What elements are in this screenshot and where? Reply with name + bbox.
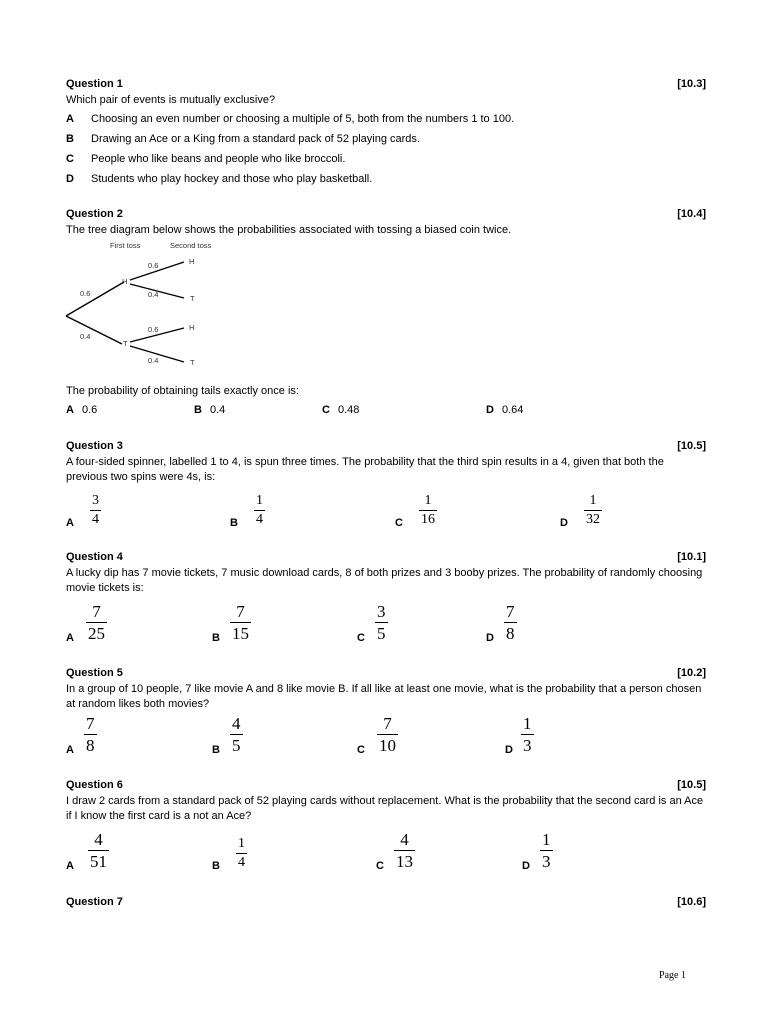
option-letter: C <box>357 744 365 756</box>
numerator: 1 <box>542 830 551 849</box>
fraction <box>504 603 517 642</box>
option-b <box>230 483 290 529</box>
prob-hh: 0.6 <box>148 261 159 270</box>
denominator: 16 <box>421 512 435 527</box>
option-letter: B <box>66 133 74 145</box>
denominator: 25 <box>88 624 105 643</box>
question-3-heading <box>66 440 706 454</box>
prob-ht: 0.4 <box>148 290 159 299</box>
numerator: 1 <box>256 493 263 508</box>
option-letter: B <box>212 744 220 756</box>
option-a <box>66 113 706 129</box>
question-reference: [10.5] <box>677 440 706 452</box>
first-toss-label: First toss <box>110 241 141 250</box>
numerator: 7 <box>92 602 101 621</box>
option-text: Drawing an Ace or a King from a standard pack of 52 playing cards. <box>91 133 420 145</box>
question-reference: [10.1] <box>677 551 706 563</box>
denominator: 3 <box>542 852 551 871</box>
question-1-heading <box>66 78 706 92</box>
node-h1: H <box>122 277 128 286</box>
question-3-text: A four-sided spinner, labelled 1 to 4, is spun three times. The probability that the third spin results in a 4, given that both the previous two spins were 4s, is: <box>66 456 664 483</box>
option-a <box>66 710 126 756</box>
option-d <box>486 404 523 416</box>
option-d <box>560 483 620 529</box>
numerator: 4 <box>94 830 103 849</box>
option-letter: A <box>66 517 74 529</box>
option-letter: C <box>376 860 384 872</box>
option-b <box>212 826 272 872</box>
fraction <box>521 715 534 754</box>
question-4-text: A lucky dip has 7 movie tickets, 7 music download cards, 8 of both prizes and 3 booby prizes. The probability of randomly choosing movie tickets is: <box>66 567 703 594</box>
option-d <box>505 710 565 756</box>
question-title: Question 3 <box>66 440 123 452</box>
node-tt: T <box>190 358 195 367</box>
question-1-text: Which pair of events is mutually exclusive? <box>66 94 276 106</box>
denominator: 3 <box>523 736 532 755</box>
question-5-text: In a group of 10 people, 7 like movie A and 8 like movie B. If all like at least one movie, what is the probability that a person chosen at random likes both movies? <box>66 683 702 710</box>
denominator: 4 <box>92 512 99 527</box>
option-c <box>357 598 417 644</box>
option-letter: D <box>505 744 513 756</box>
option-d <box>522 826 582 872</box>
question-title: Question 5 <box>66 667 123 679</box>
option-letter: A <box>66 404 74 416</box>
fraction <box>90 494 101 527</box>
node-t1: T <box>123 339 128 348</box>
option-b <box>194 404 225 416</box>
option-c <box>395 483 455 529</box>
question-4-heading <box>66 551 706 565</box>
fraction <box>84 715 97 754</box>
fraction <box>230 715 243 754</box>
question-title: Question 7 <box>66 896 123 908</box>
fraction <box>254 494 265 527</box>
branch-t1 <box>66 316 122 344</box>
question-6-heading <box>66 779 706 793</box>
question-reference: [10.4] <box>677 208 706 220</box>
fraction <box>419 494 437 527</box>
question-title: Question 2 <box>66 208 123 220</box>
option-a <box>66 483 126 529</box>
option-d <box>486 598 546 644</box>
page-number: Page 1 <box>659 970 686 981</box>
option-a <box>66 404 97 416</box>
option-text: Students who play hockey and those who play basketball. <box>91 173 373 185</box>
node-ht: T <box>190 294 195 303</box>
question-5-heading <box>66 667 706 681</box>
option-letter: D <box>66 173 74 185</box>
prob-t1: 0.4 <box>80 332 91 341</box>
numerator: 1 <box>523 714 532 733</box>
option-b <box>212 598 272 644</box>
question-title: Question 4 <box>66 551 123 563</box>
numerator: 7 <box>506 602 515 621</box>
option-letter: C <box>357 632 365 644</box>
prob-tt: 0.4 <box>148 356 159 365</box>
question-title: Question 1 <box>66 78 123 90</box>
option-value: 0.6 <box>81 404 98 416</box>
option-b <box>212 710 272 756</box>
question-7-heading <box>66 896 706 910</box>
numerator: 1 <box>589 493 597 508</box>
tree-diagram <box>64 238 214 370</box>
denominator: 4 <box>238 855 245 870</box>
second-toss-label: Second toss <box>170 241 212 250</box>
denominator: 5 <box>232 736 241 755</box>
denominator: 32 <box>586 512 600 527</box>
node-hh: H <box>189 257 195 266</box>
fraction <box>88 831 109 870</box>
question-2-prompt: The probability of obtaining tails exactly once is: <box>66 385 299 397</box>
option-c <box>376 826 436 872</box>
numerator: 3 <box>92 493 99 508</box>
numerator: 3 <box>377 602 386 621</box>
branch-h1 <box>66 282 124 316</box>
option-letter: B <box>230 517 238 529</box>
option-a <box>66 826 126 872</box>
node-th: H <box>189 323 195 332</box>
option-letter: A <box>66 632 74 644</box>
option-letter: C <box>322 404 330 416</box>
fraction <box>230 603 251 642</box>
fraction <box>394 831 415 870</box>
fraction <box>236 837 247 870</box>
prob-th: 0.6 <box>148 325 159 334</box>
denominator: 10 <box>379 736 396 755</box>
option-value: 0.48 <box>337 404 360 416</box>
option-text: People who like beans and people who like broccoli. <box>91 153 346 165</box>
option-value: 0.4 <box>209 404 226 416</box>
prob-h1: 0.6 <box>80 289 91 298</box>
denominator: 4 <box>256 512 263 527</box>
option-letter: A <box>66 113 74 125</box>
option-letter: B <box>212 860 220 872</box>
fraction <box>584 494 602 527</box>
question-title: Question 6 <box>66 779 123 791</box>
question-6-text: I draw 2 cards from a standard pack of 52 playing cards without replacement. What is the probability that the second card is an Ace if I know the first card is a not an Ace? <box>66 795 704 822</box>
denominator: 8 <box>506 624 515 643</box>
question-reference: [10.2] <box>677 667 706 679</box>
question-reference: [10.3] <box>677 78 706 90</box>
fraction <box>86 603 107 642</box>
option-text: Choosing an even number or choosing a multiple of 5, both from the numbers 1 to 100. <box>91 113 515 125</box>
numerator: 1 <box>238 836 245 851</box>
option-letter: D <box>560 517 568 529</box>
numerator: 4 <box>232 714 241 733</box>
numerator: 4 <box>400 830 409 849</box>
option-c <box>322 404 359 416</box>
denominator: 5 <box>377 624 386 643</box>
fraction <box>377 715 398 754</box>
question-2-heading <box>66 208 706 222</box>
option-letter: D <box>486 632 494 644</box>
option-letter: B <box>212 632 220 644</box>
option-letter: B <box>194 404 202 416</box>
denominator: 8 <box>86 736 95 755</box>
option-c <box>66 153 706 169</box>
option-c <box>357 710 417 756</box>
denominator: 15 <box>232 624 249 643</box>
question-reference: [10.6] <box>677 896 706 908</box>
numerator: 7 <box>236 602 245 621</box>
numerator: 7 <box>86 714 95 733</box>
fraction <box>375 603 388 642</box>
denominator: 51 <box>90 852 107 871</box>
option-b <box>66 133 706 149</box>
option-letter: D <box>486 404 494 416</box>
denominator: 13 <box>396 852 413 871</box>
question-2-text: The tree diagram below shows the probabilities associated with tossing a biased coin twice. <box>66 224 512 236</box>
option-value: 0.64 <box>501 404 524 416</box>
option-letter: C <box>66 153 74 165</box>
fraction <box>540 831 553 870</box>
numerator: 1 <box>424 493 432 508</box>
numerator: 7 <box>383 714 392 733</box>
question-reference: [10.5] <box>677 779 706 791</box>
option-a <box>66 598 126 644</box>
option-letter: A <box>66 744 74 756</box>
option-d <box>66 173 706 189</box>
option-letter: C <box>395 517 403 529</box>
option-letter: D <box>522 860 530 872</box>
option-letter: A <box>66 860 74 872</box>
